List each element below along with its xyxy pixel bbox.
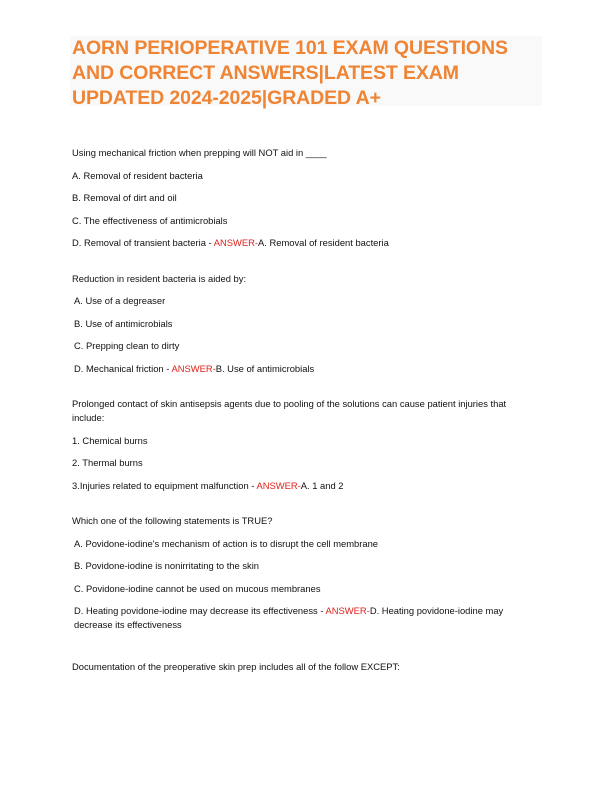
answer-text: A. Removal of resident bacteria — [258, 237, 389, 248]
answer-text: B. Use of antimicrobials — [215, 362, 315, 374]
question-1-stem: Using mechanical friction when prepping will NOT aid in ____ — [72, 147, 327, 158]
question-3-item-2: 2. Thermal burns — [72, 457, 143, 468]
question-2-stem: Reduction in resident bacteria is aided by: — [72, 272, 247, 284]
question-5-stem: Documentation of the preoperative skin prep includes all of the follow EXCEPT: — [72, 660, 400, 672]
answer-label: ANSWER- — [171, 362, 216, 374]
document-body — [72, 146, 540, 682]
question-3-item-1: 1. Chemical burns — [72, 434, 148, 446]
question-1-option-a: A. Removal of resident bacteria — [72, 169, 203, 181]
question-4-option-c: C. Povidone-iodine cannot be used on mucous membranes — [74, 582, 321, 594]
question-4-option-b: B. Povidone-iodine is nonirritating to the skin — [74, 560, 260, 571]
question-4-option-d — [72, 604, 540, 632]
question-3-item-3 — [72, 479, 540, 493]
option-text: 3.Injuries related to equipment malfunction - — [72, 479, 257, 491]
option-text: D. Mechanical friction - — [74, 362, 172, 374]
answer-label: ANSWER- — [256, 479, 301, 491]
page-title: AORN PERIOPERATIVE 101 EXAM QUESTIONS AND CORRECT ANSWERS|LATEST EXAM UPDATED 2024-2025|GRADED A+ — [72, 37, 508, 109]
question-1-option-c: C. The effectiveness of antimicrobials — [72, 214, 228, 226]
option-text: D. Heating povidone-iodine may decrease its effectiveness - — [74, 605, 326, 616]
question-2-option-d — [72, 362, 540, 376]
answer-text: D. Heating povidone-iodine may decrease its effectiveness — [74, 605, 504, 630]
question-2-option-c: C. Prepping clean to dirty — [74, 340, 180, 351]
answer-label: ANSWER- — [325, 605, 370, 616]
question-2-option-b: B. Use of antimicrobials — [74, 317, 173, 329]
question-4-option-a: A. Povidone-iodine's mechanism of action is to disrupt the cell membrane — [74, 537, 379, 549]
question-1-option-b: B. Removal of dirt and oil — [72, 192, 177, 203]
answer-label: ANSWER- — [213, 237, 259, 248]
question-4-stem: Which one of the following statements is TRUE? — [72, 515, 273, 526]
question-3-stem: Prolonged contact of skin antisepsis agents due to pooling of the solutions can cause patient injuries that include: — [72, 398, 507, 423]
answer-text: A. 1 and 2 — [300, 479, 344, 491]
option-text: D. Removal of transient bacteria - — [72, 237, 214, 248]
question-2-option-a: A. Use of a degreaser — [74, 295, 166, 306]
question-1-option-d — [72, 236, 540, 250]
